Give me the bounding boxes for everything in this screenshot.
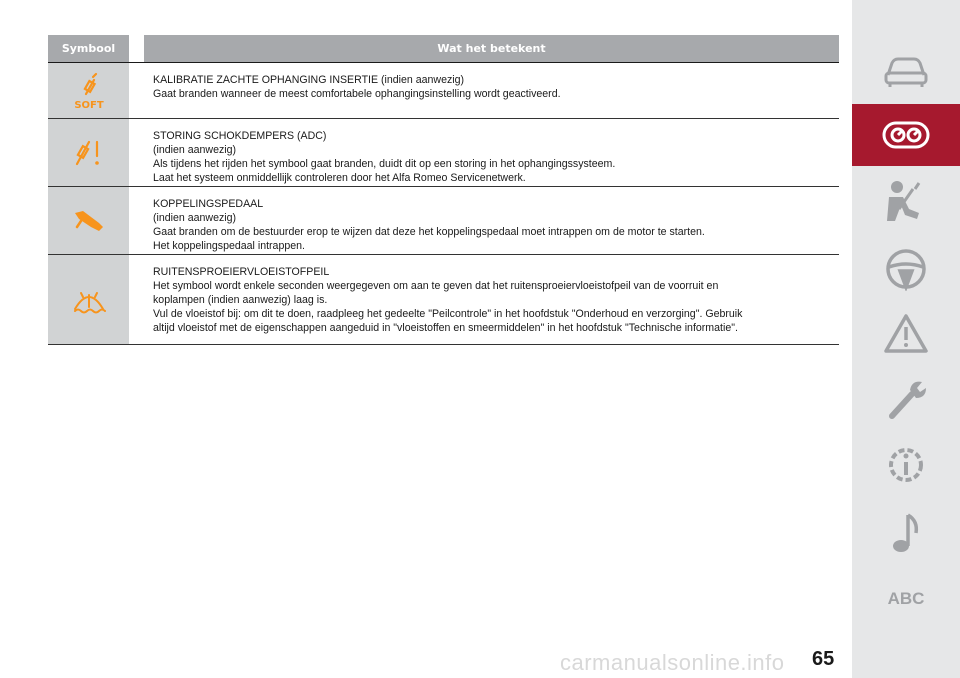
sidebar-item-driving[interactable] [852, 238, 960, 300]
header-meaning: Wat het betekent [437, 42, 546, 55]
watermark: carmanualsonline.info [560, 650, 785, 675]
music-note-icon [890, 511, 922, 555]
sidebar-item-maintenance[interactable] [852, 368, 960, 430]
washer-fluid-icon [69, 285, 109, 315]
sidebar-item-safety[interactable] [852, 170, 960, 232]
meaning-cell: STORING SCHOKDEMPERS (ADC) (indien aanwezig) Als tijdens het rijden het symbool gaat branden, duidt dit op een storing in het ophangingssysteem. Laat het systeem onmiddellijk controleren door het Alfa Romeo Servicenetwerk. [153, 130, 616, 184]
meaning-cell: RUITENSPROEIERVLOEISTOFPEIL Het symbool wordt enkele seconden weergegeven om aan te geven dat het ruitensproeiervloeistofpeil van de voorruit en koplampen (indien aanwezig) laag is. Vul de vloeistof bij: om dit te doen, raadpleeg het gedeelte "Peilcontrole" in het hoofdstuk "Onderhoud en verzorging". Gebruik altijd vloeistof met de eigenschappen aangeduid in "vloeistoffen en smeermiddelen" in het hoofdstuk "Technische informatie". [153, 266, 743, 334]
warning-lights-table [48, 35, 839, 345]
sidebar-item-dashboard[interactable] [852, 104, 960, 166]
header-symbol: Symbool [61, 42, 116, 55]
chapter-sidebar [852, 0, 960, 678]
sidebar-item-emergency[interactable] [852, 302, 960, 364]
wrench-icon [884, 376, 928, 422]
sidebar-item-index[interactable] [852, 568, 960, 630]
symbol-cell [48, 63, 129, 118]
meaning-cell: KOPPELINGSPEDAAL (indien aanwezig) Gaat branden om de bestuurder erop te wijzen dat deze het koppelingspedaal moet intrappen om de motor te starten. Het koppelingspedaal intrappen. [153, 198, 705, 252]
meaning-cell: KALIBRATIE ZACHTE OPHANGING INSERTIE (indien aanwezig) Gaat branden wanneer de meest comfortabele ophangingsinstelling wordt geactiveerd. [153, 74, 561, 100]
table-header [48, 35, 839, 63]
symbol-cell [48, 255, 129, 344]
dashboard-icon [881, 120, 931, 150]
symbol-cell [48, 119, 129, 186]
table-row [48, 63, 839, 119]
clutch-pedal-icon [69, 207, 109, 235]
table-row [48, 255, 839, 345]
page-number: 65 [812, 648, 835, 670]
steering-wheel-icon [884, 247, 928, 291]
shock-absorber-warning-icon [69, 136, 109, 170]
sidebar-item-car[interactable] [852, 40, 960, 102]
abc-index-label: ABC [887, 589, 925, 608]
soft-suspension-icon [67, 71, 111, 111]
sidebar-item-technical[interactable] [852, 434, 960, 496]
car-icon [882, 53, 930, 89]
sidebar-item-multimedia[interactable] [852, 502, 960, 564]
table-row [48, 187, 839, 255]
seatbelt-person-icon [883, 179, 929, 223]
gear-info-icon [883, 442, 929, 488]
table-row [48, 119, 839, 187]
svg-text:SOFT: SOFT [73, 99, 104, 111]
warning-triangle-icon [883, 312, 929, 354]
symbol-cell [48, 187, 129, 254]
